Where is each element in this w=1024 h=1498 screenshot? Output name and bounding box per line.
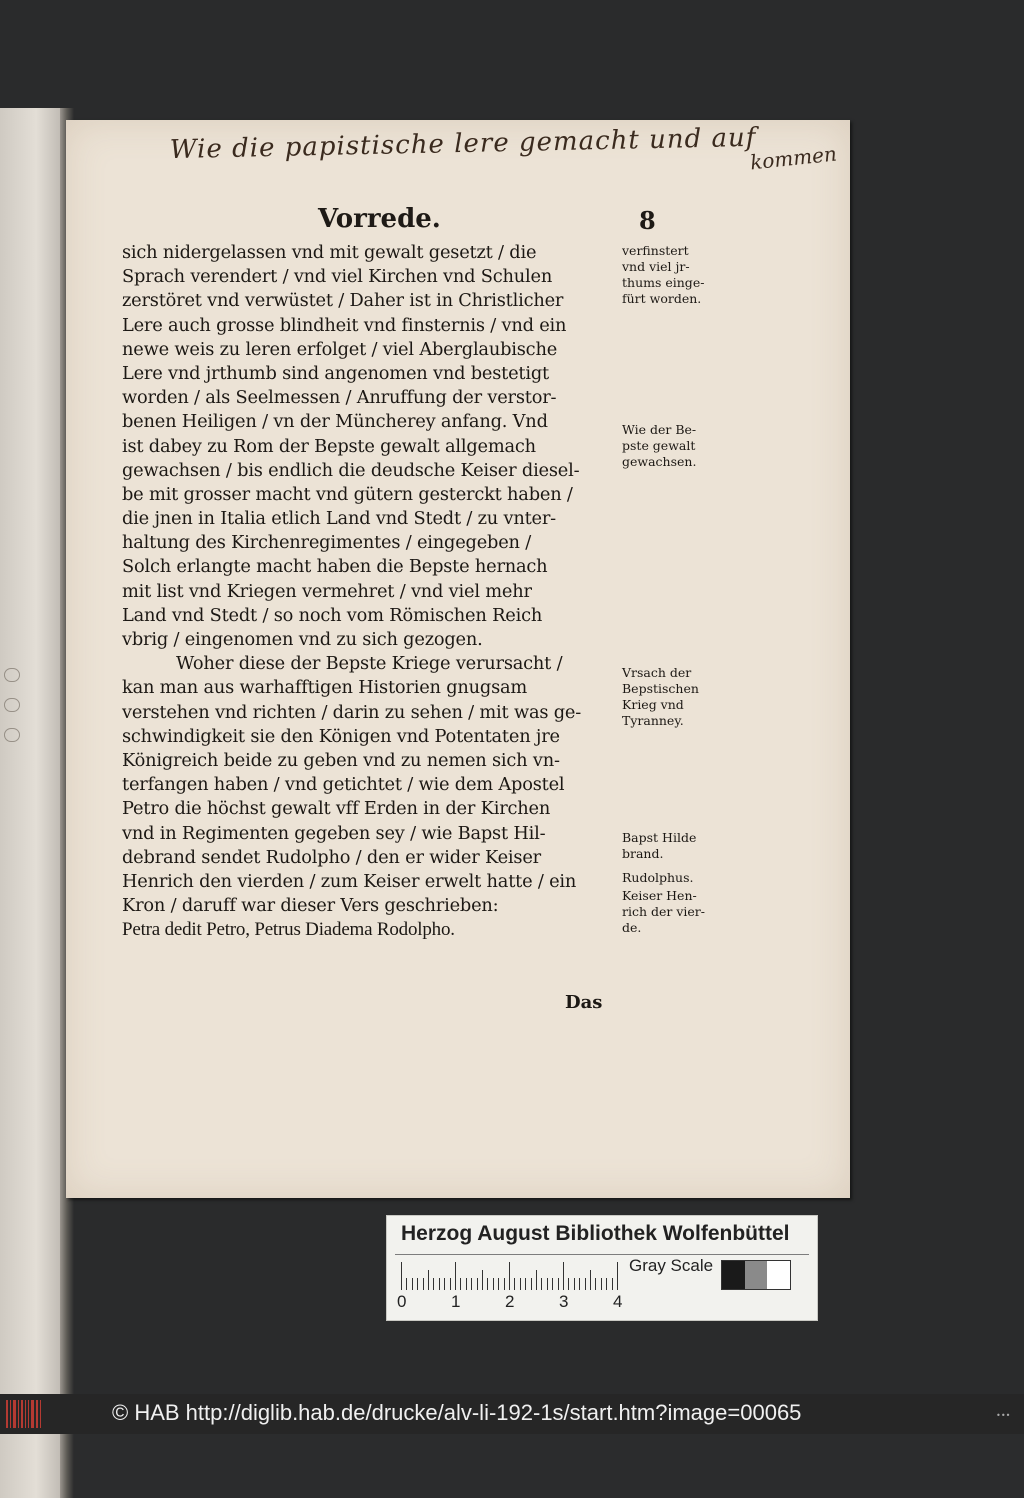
text-line: gewachsen / bis endlich die deudsche Keiser diesel- bbox=[122, 459, 580, 481]
ruler-tick bbox=[428, 1270, 429, 1290]
ruler-tick bbox=[525, 1278, 526, 1290]
text-line: Lere auch grosse blindheit vnd finsternis / vnd ein bbox=[122, 314, 567, 336]
gloss-line: brand. bbox=[622, 846, 664, 861]
ruler-tick bbox=[417, 1278, 418, 1290]
ruler-tick bbox=[536, 1270, 537, 1290]
text-line: Kron / daruff war dieser Vers geschrieben: bbox=[122, 895, 499, 917]
ruler-tick bbox=[558, 1278, 559, 1290]
gray-swatch bbox=[767, 1261, 790, 1289]
ruler-tick bbox=[466, 1278, 467, 1290]
facing-page-mark bbox=[4, 698, 20, 712]
text-line: newe weis zu leren erfolget / viel Aberglaubische bbox=[122, 338, 558, 360]
ruler-tick bbox=[460, 1278, 461, 1290]
gray-scale-label: Gray Scale bbox=[629, 1256, 714, 1275]
text-line: zerstöret vnd verwüstet / Daher ist in Christlicher bbox=[122, 290, 564, 312]
gloss-line: Wie der Be- bbox=[622, 422, 697, 437]
gloss-line: Bapst Hilde bbox=[622, 830, 697, 845]
text-line: ist dabey zu Rom der Bepste gewalt allgemach bbox=[122, 435, 536, 457]
ruler-tick bbox=[439, 1278, 440, 1290]
card-divider bbox=[395, 1254, 809, 1255]
text-line: verstehen vnd richten / darin zu sehen / mit was ge- bbox=[122, 701, 582, 723]
main-text-block bbox=[122, 241, 622, 942]
gloss-line: Tyranney. bbox=[622, 713, 684, 728]
marginal-gloss bbox=[622, 243, 732, 307]
catchword: Das bbox=[565, 992, 603, 1013]
text-line: haltung des Kirchenregimentes / eingegeben / bbox=[122, 532, 532, 554]
gloss-line: Keiser Hen- bbox=[622, 888, 697, 903]
ruler-tick bbox=[482, 1270, 483, 1290]
ruler-tick bbox=[563, 1262, 564, 1290]
ruler-tick bbox=[547, 1278, 548, 1290]
gloss-line: fürt worden. bbox=[622, 291, 702, 306]
facing-page-edge bbox=[0, 108, 66, 1498]
gray-swatch bbox=[745, 1261, 768, 1289]
folio-number: 8 bbox=[639, 206, 656, 235]
ruler-tick bbox=[487, 1278, 488, 1290]
text-line: Petro die höchst gewalt vff Erden in der Kirchen bbox=[122, 798, 551, 820]
marginal-gloss bbox=[622, 665, 732, 729]
ruler-tick bbox=[433, 1278, 434, 1290]
marginal-gloss bbox=[622, 422, 732, 470]
text-line: debrand sendet Rudolpho / den er wider Keiser bbox=[122, 846, 541, 868]
text-line: Henrich den vierden / zum Keiser erwelt hatte / ein bbox=[122, 870, 577, 892]
text-line: vnd in Regimenten gegeben sey / wie Bapst Hil- bbox=[122, 822, 546, 844]
handwritten-annotation-tail: kommen bbox=[748, 141, 838, 175]
text-line: Königreich beide zu geben vnd zu nemen sich vn- bbox=[122, 749, 560, 771]
text-line: Land vnd Stedt / so noch vom Römischen Reich bbox=[122, 604, 543, 626]
gloss-line: gewachsen. bbox=[622, 454, 697, 469]
facing-page-mark bbox=[4, 728, 20, 742]
text-line: Sprach verendert / vnd viel Kirchen vnd Schulen bbox=[122, 266, 553, 288]
marginal-gloss bbox=[622, 830, 732, 862]
ruler-number: 3 bbox=[559, 1292, 569, 1311]
text-line: vbrig / eingenomen vnd zu sich gezogen. bbox=[122, 629, 483, 650]
gloss-line: Vrsach der bbox=[622, 665, 692, 680]
gray-swatch bbox=[722, 1261, 745, 1289]
ruler-tick bbox=[455, 1262, 456, 1290]
footer-dots-icon: ••• bbox=[996, 1411, 1011, 1420]
ruler-number: 1 bbox=[451, 1292, 461, 1311]
gloss-line: de. bbox=[622, 920, 642, 935]
text-line: be mit grosser macht vnd gütern gesterckt haben / bbox=[122, 483, 573, 505]
text-line: Woher diese der Bepste Kriege verursacht / bbox=[176, 653, 563, 675]
text-line: mit list vnd Kriegen vermehret / vnd viel mehr bbox=[122, 580, 532, 602]
ruler-tick bbox=[477, 1278, 478, 1290]
text-line: worden / als Seelmessen / Anruffung der verstor- bbox=[122, 387, 557, 409]
ruler-tick bbox=[514, 1278, 515, 1290]
ruler-tick bbox=[444, 1278, 445, 1290]
running-title: Vorrede. bbox=[318, 204, 441, 234]
text-line: Petra dedit Petro, Petrus Diadema Rodolpho. bbox=[122, 919, 455, 941]
text-line: sich nidergelassen vnd mit gewalt gesetzt / die bbox=[122, 242, 537, 263]
ruler-tick bbox=[423, 1278, 424, 1290]
ruler-number: 2 bbox=[505, 1292, 515, 1311]
gloss-line: Krieg vnd bbox=[622, 697, 684, 712]
text-line: kan man aus warhafftigen Historien gnugsam bbox=[122, 677, 528, 699]
text-line: die jnen in Italia etlich Land vnd Stedt / zu vnter- bbox=[122, 508, 556, 530]
color-reference-card bbox=[386, 1215, 818, 1321]
text-line: benen Heiligen / vn der Müncherey anfang. Vnd bbox=[122, 411, 548, 433]
gloss-line: Bepstischen bbox=[622, 681, 699, 696]
text-line: Solch erlangte macht haben die Bepste hernach bbox=[122, 556, 548, 578]
gloss-line: Rudolphus. bbox=[622, 870, 694, 885]
ruler-tick bbox=[601, 1278, 602, 1290]
ruler-tick bbox=[520, 1278, 521, 1290]
ruler-tick bbox=[504, 1278, 505, 1290]
measurement-ruler bbox=[401, 1260, 621, 1290]
marginal-gloss bbox=[622, 870, 732, 886]
footer-bar bbox=[0, 1394, 1024, 1434]
ruler-tick bbox=[579, 1278, 580, 1290]
facing-page-mark bbox=[4, 668, 20, 682]
ruler-tick bbox=[590, 1270, 591, 1290]
handwritten-annotation: Wie die papistische lere gemacht und auf bbox=[169, 122, 757, 166]
gloss-line: verfinstert bbox=[622, 243, 689, 258]
ruler-tick bbox=[568, 1278, 569, 1290]
ruler-tick bbox=[493, 1278, 494, 1290]
gloss-line: vnd viel jr- bbox=[622, 259, 690, 274]
text-line: schwindigkeit sie den Königen vnd Potentaten jre bbox=[122, 725, 560, 747]
ruler-tick bbox=[541, 1278, 542, 1290]
library-logo-icon bbox=[6, 1400, 46, 1428]
gloss-line: pste gewalt bbox=[622, 438, 696, 453]
ruler-tick bbox=[574, 1278, 575, 1290]
ruler-tick bbox=[498, 1278, 499, 1290]
ruler-tick bbox=[401, 1262, 402, 1290]
ruler-tick bbox=[406, 1278, 407, 1290]
text-line: Lere vnd jrthumb sind angenomen vnd bestetigt bbox=[122, 362, 549, 384]
ruler-tick bbox=[585, 1278, 586, 1290]
gloss-line: thums einge- bbox=[622, 275, 705, 290]
ruler-tick bbox=[606, 1278, 607, 1290]
gray-scale-swatches bbox=[721, 1260, 791, 1290]
ruler-tick bbox=[412, 1278, 413, 1290]
ruler-tick bbox=[471, 1278, 472, 1290]
ruler-tick bbox=[595, 1278, 596, 1290]
card-title: Herzog August Bibliothek Wolfenbüttel bbox=[401, 1222, 790, 1245]
ruler-tick bbox=[509, 1262, 510, 1290]
marginal-gloss bbox=[622, 888, 732, 936]
ruler-tick bbox=[450, 1278, 451, 1290]
ruler-tick bbox=[531, 1278, 532, 1290]
ruler-tick bbox=[617, 1262, 618, 1290]
text-line: terfangen haben / vnd getichtet / wie dem Apostel bbox=[122, 774, 565, 796]
ruler-tick bbox=[552, 1278, 553, 1290]
footer-copyright-url[interactable]: © HAB http://diglib.hab.de/drucke/alv-li-192-1s/start.htm?image=00065 bbox=[112, 1400, 802, 1425]
ruler-number: 4 bbox=[613, 1292, 623, 1311]
ruler-number: 0 bbox=[397, 1292, 407, 1311]
gloss-line: rich der vier- bbox=[622, 904, 706, 919]
ruler-tick bbox=[612, 1278, 613, 1290]
